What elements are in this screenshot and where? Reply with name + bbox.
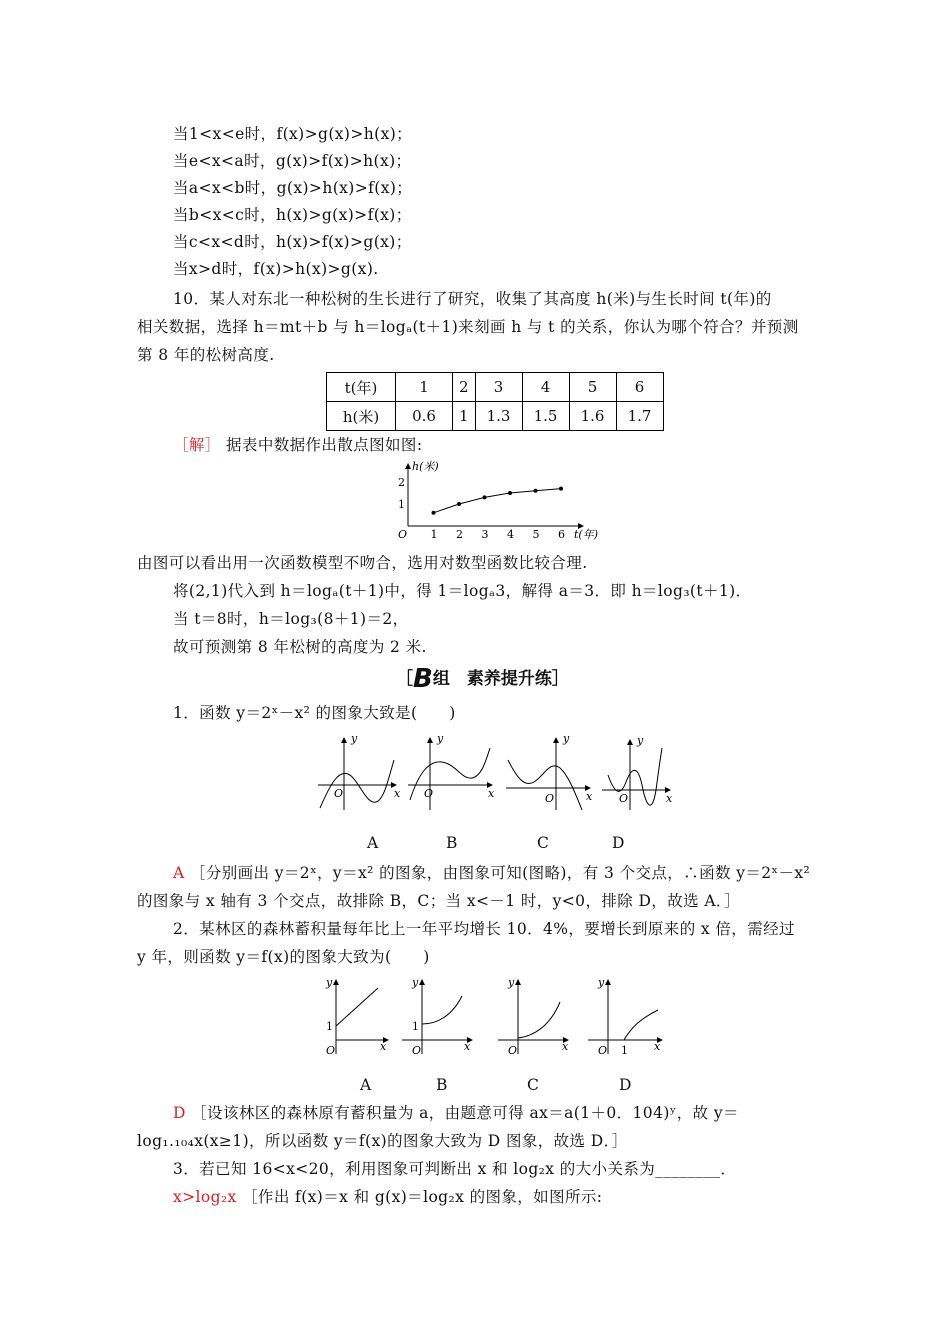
table-header: h(米) bbox=[327, 402, 396, 431]
q10-text: 10．某人对东北一种松树的生长进行了研究，收集了其高度 h(米)与生长时间 t(年)的 bbox=[173, 290, 772, 308]
graph-label: D bbox=[619, 1076, 632, 1094]
graph-b bbox=[402, 976, 472, 1057]
case-line: 当b<x<c时，h(x)>g(x)>f(x)； bbox=[173, 206, 412, 224]
b2-answer-line bbox=[173, 1102, 739, 1124]
origin-label: O bbox=[598, 1044, 608, 1057]
origin-label: O bbox=[619, 792, 629, 805]
x-label: x bbox=[464, 1040, 471, 1053]
data-point bbox=[508, 491, 512, 495]
table-cell: 1 bbox=[396, 373, 453, 402]
b3-answer-line bbox=[173, 1186, 602, 1208]
y-tick-label: 2 bbox=[398, 476, 405, 489]
b1-explain: ［分别画出 y＝2ˣ，y＝x² 的图象，由图象可知(图略)，有 3 个交点，∴函数 y＝2ˣ－x² bbox=[189, 864, 811, 882]
x-tick-label: 5 bbox=[532, 528, 540, 541]
section-header bbox=[396, 664, 569, 694]
x-label: x bbox=[666, 792, 673, 805]
y-label: y bbox=[326, 976, 333, 989]
bracket-right: ］ bbox=[551, 669, 569, 689]
origin-label: O bbox=[508, 1044, 518, 1057]
x-label: x bbox=[586, 790, 593, 803]
solution-line: 将(2,1)代入到 h＝logₐ(t＋1)中，得 1＝logₐ3，解得 a＝3．即 h＝log₃(t＋1)． bbox=[173, 582, 752, 600]
table-cell: 6 bbox=[616, 373, 663, 402]
b2-answer: D bbox=[173, 1104, 186, 1122]
table-cell: 1.7 bbox=[616, 402, 663, 431]
origin-label: O bbox=[326, 1044, 336, 1057]
section-letter: B bbox=[413, 664, 433, 694]
x-label: x bbox=[562, 1040, 569, 1053]
b1-explain-line: 的图象与 x 轴有 3 个交点，故排除 B，C；当 x<－1 时，y<0，排除 D，故选 A．］ bbox=[137, 892, 740, 910]
x-label: x bbox=[654, 1040, 661, 1053]
b1-question: 1．函数 y＝2ˣ－x² 的图象大致是( ) bbox=[173, 704, 456, 722]
solution-line: 故可预测第 8 年松树的高度为 2 米. bbox=[173, 638, 427, 656]
origin-label: O bbox=[334, 787, 344, 800]
section-title: 组 素养提升练 bbox=[432, 669, 552, 689]
x-axis-label: t(年) bbox=[574, 528, 599, 541]
b1-answer-line bbox=[173, 862, 810, 884]
b2-graphs bbox=[312, 974, 672, 1064]
b3-explain: ［作出 f(x)＝x 和 g(x)＝log₂x 的图象，如图所示: bbox=[242, 1188, 603, 1206]
graph-label: B bbox=[436, 1076, 448, 1094]
y-tick-label: 1 bbox=[398, 498, 405, 511]
y-label: y bbox=[412, 976, 419, 989]
graph-c bbox=[506, 732, 593, 810]
one-label: 1 bbox=[621, 1044, 628, 1057]
table-cell: 2 bbox=[453, 373, 476, 402]
b2-explain-line: log₁.₁₀₄x(x≥1)，所以函数 y＝f(x)的图象大致为 D 图象，故选 D．］ bbox=[137, 1132, 628, 1150]
data-point bbox=[483, 495, 487, 499]
q10-text: 相关数据，选择 h＝mt＋b 与 h＝logₐ(t＋1)来刻画 h 与 t 的关系，你认为哪个符合？并预测 bbox=[137, 318, 799, 336]
b1-answer: A bbox=[173, 864, 185, 882]
origin-label: O bbox=[424, 787, 434, 800]
case-line: 当a<x<b时，g(x)>h(x)>f(x)； bbox=[173, 179, 413, 197]
graph-label: D bbox=[612, 834, 625, 852]
x-tick-label: 1 bbox=[430, 528, 438, 541]
table-cell: 1.6 bbox=[569, 402, 616, 431]
table-cell: 4 bbox=[522, 373, 569, 402]
x-label: x bbox=[488, 787, 495, 800]
y-label: y bbox=[508, 976, 515, 989]
table-cell: 0.6 bbox=[396, 402, 453, 431]
x-tick-label: 4 bbox=[507, 528, 514, 541]
graph-label: A bbox=[367, 834, 379, 852]
case-line: 当e<x<a时，g(x)>f(x)>h(x)； bbox=[173, 152, 412, 170]
x-tick-label: 2 bbox=[456, 528, 463, 541]
b2-question: 2．某林区的森林蓄积量每年比上一年平均增长 10．4%，要增长到原来的 x 倍，需经过 bbox=[173, 920, 795, 938]
case-line: 当c<x<d时，h(x)>f(x)>g(x)； bbox=[173, 233, 412, 251]
origin-label: O bbox=[545, 792, 555, 805]
case-line: 当1<x<e时，f(x)>g(x)>h(x)； bbox=[173, 125, 413, 143]
x-label: x bbox=[394, 787, 401, 800]
graph-label: C bbox=[527, 1076, 540, 1094]
b1-graphs bbox=[310, 730, 710, 840]
b2-explain: ［设该林区的森林原有蓄积量为 a，由题意可得 ax＝a(1＋0．104)ʸ，故 y＝ bbox=[191, 1104, 739, 1122]
y-label: y bbox=[598, 976, 605, 989]
graph-label: B bbox=[446, 834, 458, 852]
b3-answer: x>log₂x bbox=[173, 1188, 237, 1206]
b2-question: y 年，则函数 y＝f(x)的图象大致为( ) bbox=[137, 948, 430, 966]
graph-d bbox=[602, 734, 673, 810]
graph-c bbox=[498, 976, 569, 1057]
q10-text: 第 8 年的松树高度. bbox=[137, 346, 275, 364]
table-cell: 3 bbox=[475, 373, 522, 402]
y-axis-label: h(米) bbox=[412, 460, 439, 473]
y-label: y bbox=[437, 732, 444, 745]
graph-label: C bbox=[537, 834, 550, 852]
jie-tag: ［解］ bbox=[173, 436, 221, 454]
one-label: 1 bbox=[412, 1020, 419, 1033]
table-cell: 1 bbox=[453, 402, 476, 431]
y-label: y bbox=[637, 734, 644, 747]
case-line: 当x>d时，f(x)>h(x)>g(x). bbox=[173, 260, 379, 278]
table-cell: 5 bbox=[569, 373, 616, 402]
table-cell: 1.5 bbox=[522, 402, 569, 431]
graph-b bbox=[408, 732, 495, 810]
table-cell: 1.3 bbox=[475, 402, 522, 431]
b3-question: 3．若已知 16<x<20，利用图象可判断出 x 和 log₂x 的大小关系为________． bbox=[173, 1160, 737, 1178]
graph-a bbox=[325, 976, 388, 1057]
solution-line: 当 t＝8时，h＝log₃(8＋1)＝2， bbox=[173, 610, 409, 628]
scatter-plot bbox=[390, 460, 599, 542]
origin-label: O bbox=[398, 528, 408, 541]
one-label: 1 bbox=[326, 1020, 333, 1033]
data-point bbox=[457, 502, 461, 506]
y-label: y bbox=[351, 732, 358, 745]
graph-d bbox=[588, 976, 662, 1057]
table-header: t(年) bbox=[327, 373, 396, 402]
solution-line: 由图可以看出用一次函数模型不吻合，选用对数型函数比较合理. bbox=[137, 554, 588, 572]
data-point bbox=[534, 489, 538, 493]
trend-line bbox=[434, 489, 562, 513]
data-point bbox=[432, 511, 436, 515]
jie-text: 据表中数据作出散点图如图: bbox=[226, 436, 423, 454]
x-tick-label: 3 bbox=[481, 528, 489, 541]
x-tick-label: 6 bbox=[558, 528, 565, 541]
graph-label: A bbox=[360, 1076, 372, 1094]
solution-intro bbox=[173, 434, 422, 456]
bracket-left: ［ bbox=[396, 669, 413, 689]
y-label: y bbox=[563, 732, 570, 745]
origin-label: O bbox=[412, 1044, 422, 1057]
data-point bbox=[559, 487, 563, 491]
data-table bbox=[326, 372, 664, 431]
graph-a bbox=[318, 732, 401, 810]
x-label: x bbox=[380, 1040, 387, 1053]
